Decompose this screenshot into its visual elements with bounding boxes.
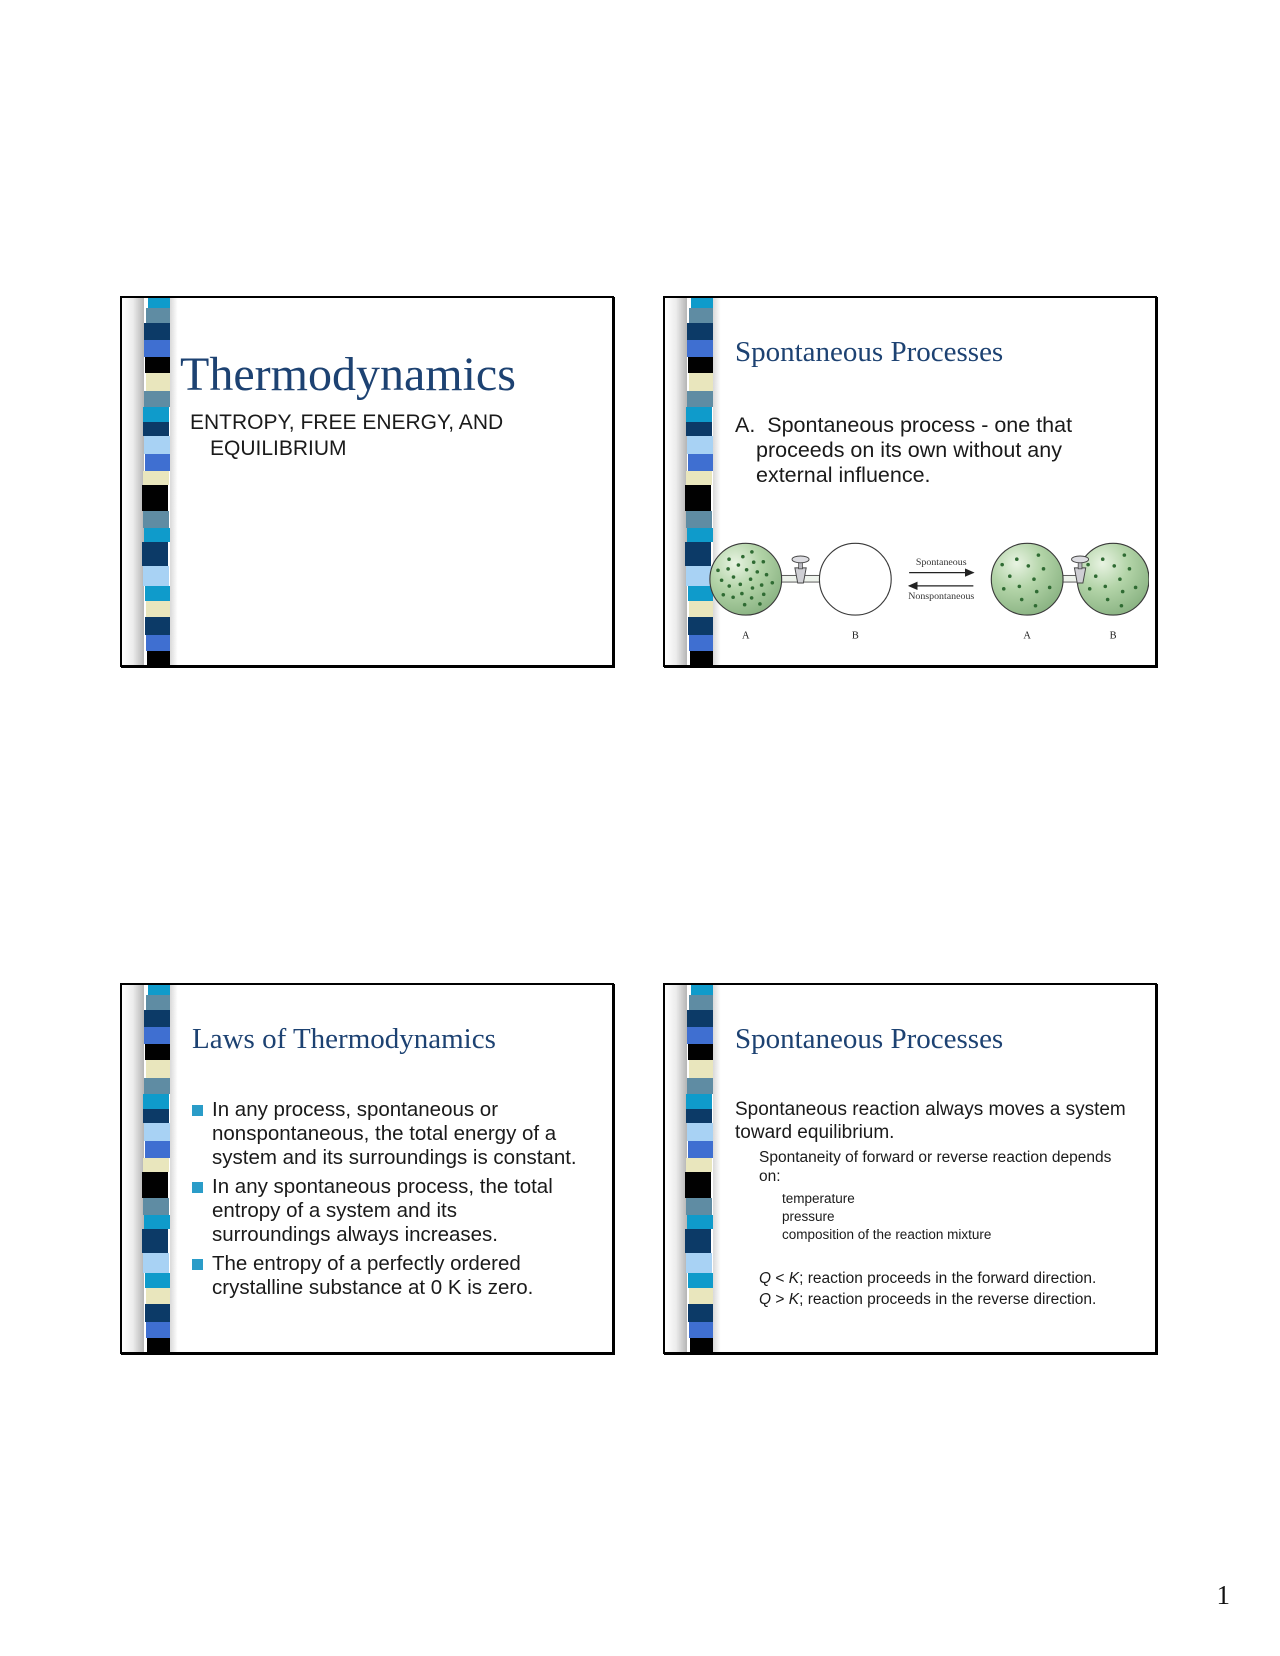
strip-tiles — [686, 985, 716, 1352]
sub-item: temperature — [782, 1191, 855, 1206]
q-k-rules — [759, 1268, 1147, 1310]
body-line: A. Spontaneous process - one that — [735, 413, 1073, 437]
slide-title-thermodynamics — [120, 296, 614, 667]
lead-text — [735, 1098, 1147, 1144]
bullet-line: nonspontaneous, the total energy of a — [212, 1122, 557, 1145]
bullet-line: surroundings always increases. — [212, 1223, 498, 1246]
slide-body — [735, 413, 1147, 488]
slide-spontaneous-processes-2 — [663, 983, 1157, 1354]
lead-line: toward equilibrium. — [735, 1122, 895, 1143]
decorative-strip — [122, 298, 180, 665]
bullet-line: In any spontaneous process, the total — [212, 1175, 553, 1198]
bullet-line: In any process, spontaneous or — [212, 1098, 499, 1121]
deck-title: Thermodynamics — [180, 348, 516, 401]
bullet-line: crystalline substance at 0 K is zero. — [212, 1276, 534, 1299]
flask-b-empty — [819, 543, 891, 615]
sub-item: composition of the reaction mixture — [782, 1227, 992, 1242]
bullet-square-icon — [192, 1259, 203, 1270]
strip-right-fade — [170, 298, 179, 665]
strip-shadow-gradient — [122, 985, 144, 1352]
flask-a-half — [991, 543, 1063, 615]
bullet-list — [192, 1098, 604, 1300]
subtitle-line: ENTROPY, FREE ENERGY, AND — [190, 411, 504, 434]
slide-title: Spontaneous Processes — [735, 336, 1004, 368]
sub-text — [759, 1148, 1147, 1186]
strip-right-fade — [170, 985, 179, 1352]
flask-label: B — [1109, 630, 1117, 642]
strip-tiles — [143, 298, 173, 665]
flask-b-half — [1077, 543, 1149, 615]
strip-shadow-gradient — [665, 985, 687, 1352]
q-rule-forward: Q < K; reaction proceeds in the forward direction. — [759, 1270, 1097, 1287]
list-item — [192, 1252, 604, 1300]
sub-item: pressure — [782, 1209, 835, 1224]
list-item — [192, 1175, 604, 1247]
sub-item-list — [782, 1190, 1147, 1244]
strip-right-fade — [713, 985, 722, 1352]
gas-flask-diagram — [691, 520, 1149, 646]
bullet-square-icon — [192, 1182, 203, 1193]
slide-spontaneous-processes-1 — [663, 296, 1157, 667]
deck-subtitle — [190, 410, 604, 462]
list-item — [192, 1098, 604, 1170]
page-number: 1 — [1216, 1580, 1230, 1610]
flask-label: A — [1023, 630, 1031, 642]
body-line: external influence. — [756, 463, 931, 487]
strip-tiles — [143, 985, 173, 1352]
bullet-line: entropy of a system and its — [212, 1199, 457, 1222]
bullet-line: system and its surroundings is constant. — [212, 1146, 577, 1169]
sub-line: Spontaneity of forward or reverse reaction depends — [759, 1149, 1112, 1166]
lead-line: Spontaneous reaction always moves a system — [735, 1099, 1126, 1120]
bullet-line: The entropy of a perfectly ordered — [212, 1252, 521, 1275]
strip-shadow-gradient — [665, 298, 687, 665]
flask-label: A — [742, 630, 750, 642]
decorative-strip — [665, 985, 723, 1352]
forward-arrow-label: Spontaneous — [915, 557, 967, 569]
bullet-square-icon — [192, 1105, 203, 1116]
decorative-strip — [122, 985, 180, 1352]
subtitle-line: EQUILIBRIUM — [210, 437, 347, 460]
strip-shadow-gradient — [122, 298, 144, 665]
q-rule-reverse: Q > K; reaction proceeds in the reverse direction. — [759, 1291, 1097, 1308]
slide-title: Spontaneous Processes — [735, 1023, 1004, 1055]
body-line: proceeds on its own without any — [756, 438, 1062, 462]
sub-line: on: — [759, 1168, 781, 1185]
reverse-arrow-label: Nonspontaneous — [908, 591, 975, 603]
slide-laws-of-thermodynamics — [120, 983, 614, 1354]
flask-label: B — [851, 630, 859, 642]
slide-title: Laws of Thermodynamics — [192, 1023, 496, 1055]
